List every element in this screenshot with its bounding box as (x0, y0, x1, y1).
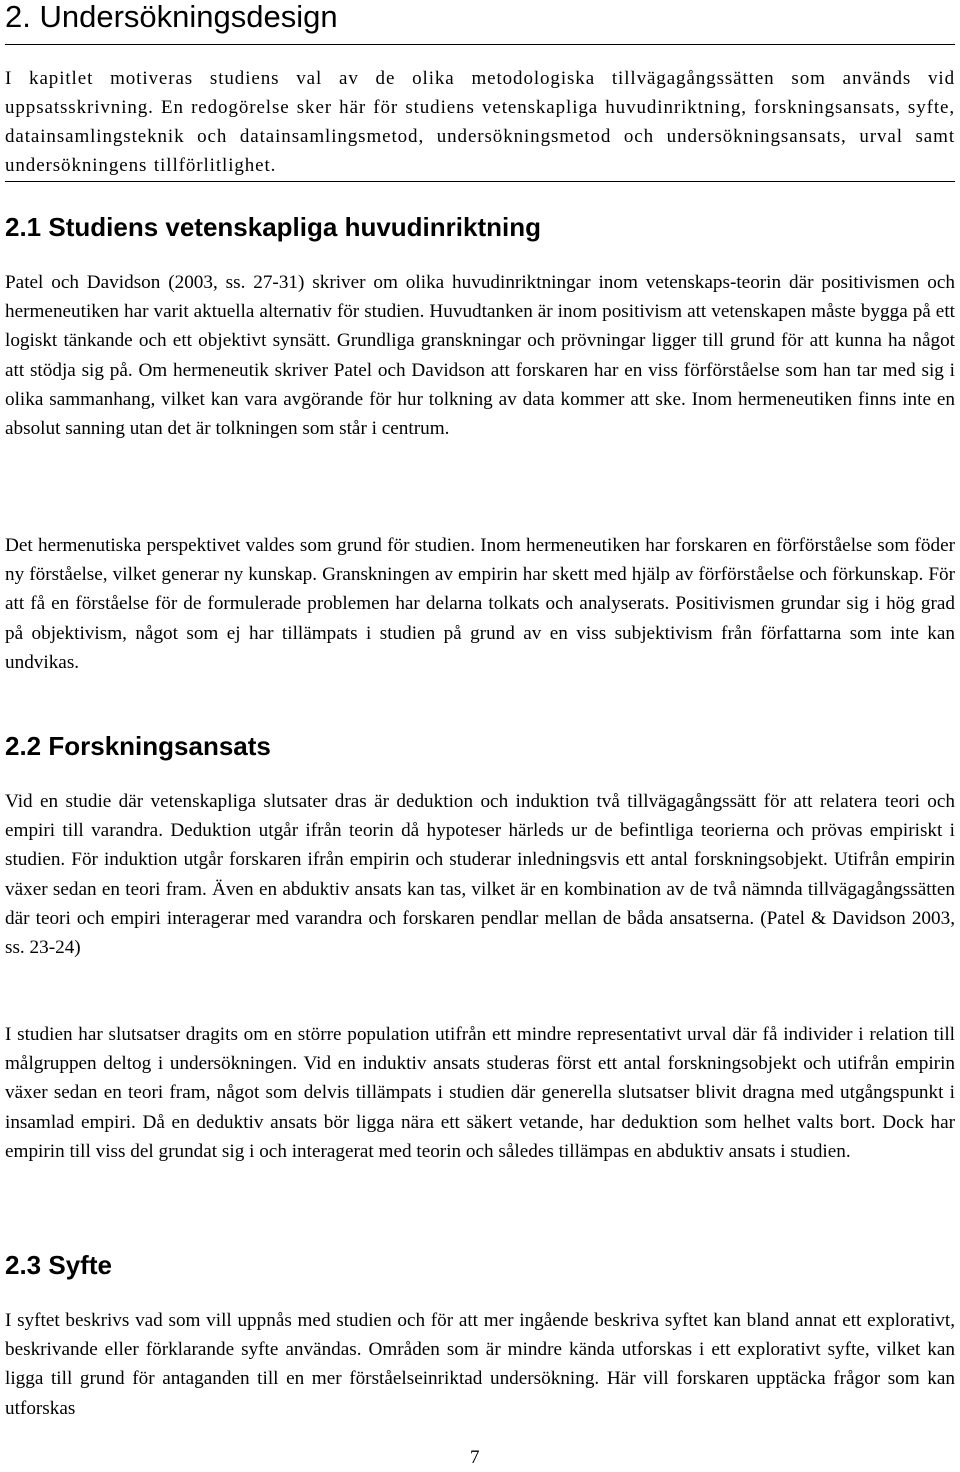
section-2-1-paragraph-2: Det hermenutiska perspektivet valdes som grund för studien. Inom hermeneutiken har forskaren en förförståelse som föder ny förståelse, vilket generar ny kunskap. Granskningen av empirin har skett med hjälp av förförståelse och förkunskap. För att få en förståelse för de formulerade problemen har delarna tolkats och analyserats. Positivismen grundar sig i hög grad på objektivism, något som ej har tillämpats i studien på grund av en viss subjektivism från författarna som inte kan undvikas. (5, 535, 955, 673)
chapter-heading: 2. Undersökningsdesign (5, 0, 338, 34)
intro-rule-bottom (5, 181, 955, 182)
section-2-3-paragraph-1: I syftet beskrivs vad som vill uppnås med studien och för att mer ingående beskriva syftet kan bland annat ett explorativt, beskrivande eller förklarande syfte användas. Områden som är mindre kända utforskas i ett explorativt syfte, vilket kan ligga till grund för antaganden till en mer förståelseinriktad undersökning. Här vill forskaren upptäcka frågor som kan utforskas (5, 1310, 955, 1419)
intro-paragraph: I kapitlet motiveras studiens val av de olika metodologiska tillvägagångssätten som används vid uppsatsskrivning. En redogörelse sker här för studiens vetenskapliga huvudinriktning, forskningsansats, syfte, datainsamlingsteknik och datainsamlingsmetod, undersökningsmetod och undersökningsansats, urval samt undersökningens tillförlitlighet. (5, 68, 955, 176)
section-heading-2-1: 2.1 Studiens vetenskapliga huvudinriktning (5, 212, 541, 242)
section-2-1-paragraph-1: Patel och Davidson (2003, ss. 27-31) skriver om olika huvudinriktningar inom vetenskaps-teorin där positivismen och hermeneutiken har varit aktuella alternativ för studien. Huvudtanken är inom positivism att vetenskapen måste bygga på ett logiskt tänkande och ett objektivt synsätt. Grundliga granskningar och prövningar ligger till grund för att kunna ha något att stödja sig på. Om hermeneutik skriver Patel och Davidson att forskaren har en viss förförståelse som han tar med sig i olika sammanhang, vilket kan vara avgörande för hur tolkning av data kommer att ske. Inom hermeneutiken finns inte en absolut sanning utan det är tolkningen som står i centrum. (5, 272, 955, 440)
section-2-2-paragraph-2: I studien har slutsatser dragits om en större population utifrån ett mindre representativt urval där få individer i relation till målgruppen deltog i undersökningen. Vid en induktiv ansats studeras först ett antal forskningsobjekt och utifrån empirin växer sedan en teori fram, något som delvis tillämpats i studien där generella slutsatser blivit dragna med utgångspunkt i insamlad empiri. Då en deduktiv ansats bör ligga nära ett säkert vetande, har deduktion som helhet valts bort. Dock har empirin till viss del grundat sig i och interagerat med teorin och således tillämpas en abduktiv ansats i studien. (5, 1024, 955, 1162)
section-heading-2-3: 2.3 Syfte (5, 1250, 112, 1280)
heading-rule-top (5, 44, 955, 45)
page-number: 7 (470, 1447, 480, 1468)
section-2-2-paragraph-1: Vid en studie där vetenskapliga slutsater dras är deduktion och induktion två tillvägagångssätt för att relatera teori och empiri till varandra. Deduktion utgår ifrån teorin då hypoteser härleds ur de befintliga teorierna och prövas empiriskt i studien. För induktion utgår forskaren ifrån empirin och studerar inledningsvis ett antal forskningsobjekt. Utifrån empirin växer sedan en teori fram. Även en abduktiv ansats kan tas, vilket är en kombination av de två nämnda tillvägagångssätten där teori och empiri interagerar med varandra och forskaren pendlar mellan de båda ansatserna. (Patel & Davidson 2003, ss. 23-24) (5, 791, 955, 959)
section-heading-2-2: 2.2 Forskningsansats (5, 731, 271, 761)
